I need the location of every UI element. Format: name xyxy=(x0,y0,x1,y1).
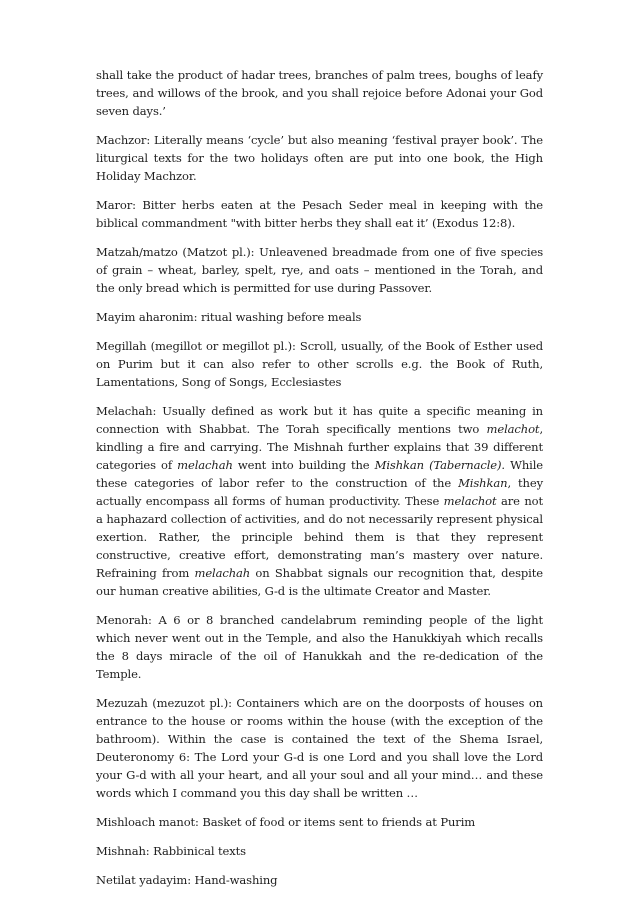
italic-term: Mishkan xyxy=(458,476,508,490)
entry-text: on Shabbat signals our recognition that, despite our human creative abilities, G-d is the ultimate Creator and Master. xyxy=(96,566,543,598)
glossary-entry xyxy=(96,694,543,802)
glossary-entry xyxy=(96,66,543,120)
glossary-entry xyxy=(96,871,543,889)
entry-text: Mezuzah (mezuzot pl.): Containers which are on the doorposts of houses on entrance to the house or rooms within the house (with the exception of the bathroom). Within the case is contained the text of the Shema Israel, Deuteronomy 6: The Lord your G-d is one Lord and you shall love the Lord your G-d with all your heart, and all your soul and all your mind… and these words which I command you this day shall be written … xyxy=(96,696,543,800)
glossary-entry xyxy=(96,196,543,232)
entry-text: Mayim aharonim: ritual washing before meals xyxy=(96,310,362,324)
document-body xyxy=(96,66,543,900)
entry-text: Machzor: Literally means ‘cycle’ but also meaning ‘festival prayer book’. The liturgical texts for the two holidays often are put into one book, the High Holiday Machzor. xyxy=(96,133,543,183)
entry-text: Mishnah: Rabbinical texts xyxy=(96,844,246,858)
entry-text: Melachah: Usually defined as work but it has quite a specific meaning in connection with Shabbat. The Torah specifically mentions two xyxy=(96,404,543,436)
glossary-entry xyxy=(96,813,543,831)
entry-text: Menorah: A 6 or 8 branched candelabrum reminding people of the light which never went out in the Temple, and also the Hanukkiyah which recalls the 8 days miracle of the oil of Hanukkah and the re-dedication of the Temple. xyxy=(96,613,543,681)
entry-text: , kindling a fire and carrying. The Mishnah further explains that 39 different categories of xyxy=(96,422,543,472)
glossary-entry xyxy=(96,308,543,326)
italic-term: melachot xyxy=(486,422,540,436)
entry-text: Netilat yadayim: Hand-washing xyxy=(96,873,278,887)
entry-text: Maror: Bitter herbs eaten at the Pesach Seder meal in keeping with the biblical commandment "with bitter herbs they shall eat it’ (Exodus 12:8). xyxy=(96,198,543,230)
entry-text: shall take the product of hadar trees, branches of palm trees, boughs of leafy trees, and willows of the brook, and you shall rejoice before Adonai your God seven days.’ xyxy=(96,68,543,118)
entry-text: . While these categories of labor refer to the construction of the xyxy=(96,458,544,490)
entry-text: Matzah/matzo (Matzot pl.): Unleavened breadmade from one of five species of grain – wheat, barley, spelt, rye, and oats – mentioned in the Torah, and the only bread which is permitted for use during Passover. xyxy=(96,245,543,295)
entry-text: are not a haphazard collection of activities, and do not necessarily represent physical exertion. Rather, the principle behind them is that they represent constructive, creative effort, demonstrating man’s mastery over nature. Refraining from xyxy=(96,494,544,580)
entry-text: , they actually encompass all forms of human productivity. These xyxy=(96,476,543,508)
entry-text: Mishloach manot: Basket of food or items sent to friends at Purim xyxy=(96,815,476,829)
glossary-entry xyxy=(96,337,543,391)
italic-term: melachah xyxy=(177,458,233,472)
glossary-entry xyxy=(96,243,543,297)
italic-term: melachot xyxy=(443,494,497,508)
entry-text: Megillah (megillot or megillot pl.): Scroll, usually, of the Book of Esther used on Purim but it can also refer to other scrolls e.g. the Book of Ruth, Lamentations, Song of Songs, Ecclesiastes xyxy=(96,339,543,389)
glossary-entry xyxy=(96,842,543,860)
entry-text: went into building the xyxy=(232,458,375,472)
italic-term: melachah xyxy=(194,566,251,580)
italic-term: Mishkan (Tabernacle) xyxy=(374,458,502,472)
glossary-entry xyxy=(96,131,543,185)
glossary-entry xyxy=(96,402,543,600)
glossary-entry xyxy=(96,611,543,683)
